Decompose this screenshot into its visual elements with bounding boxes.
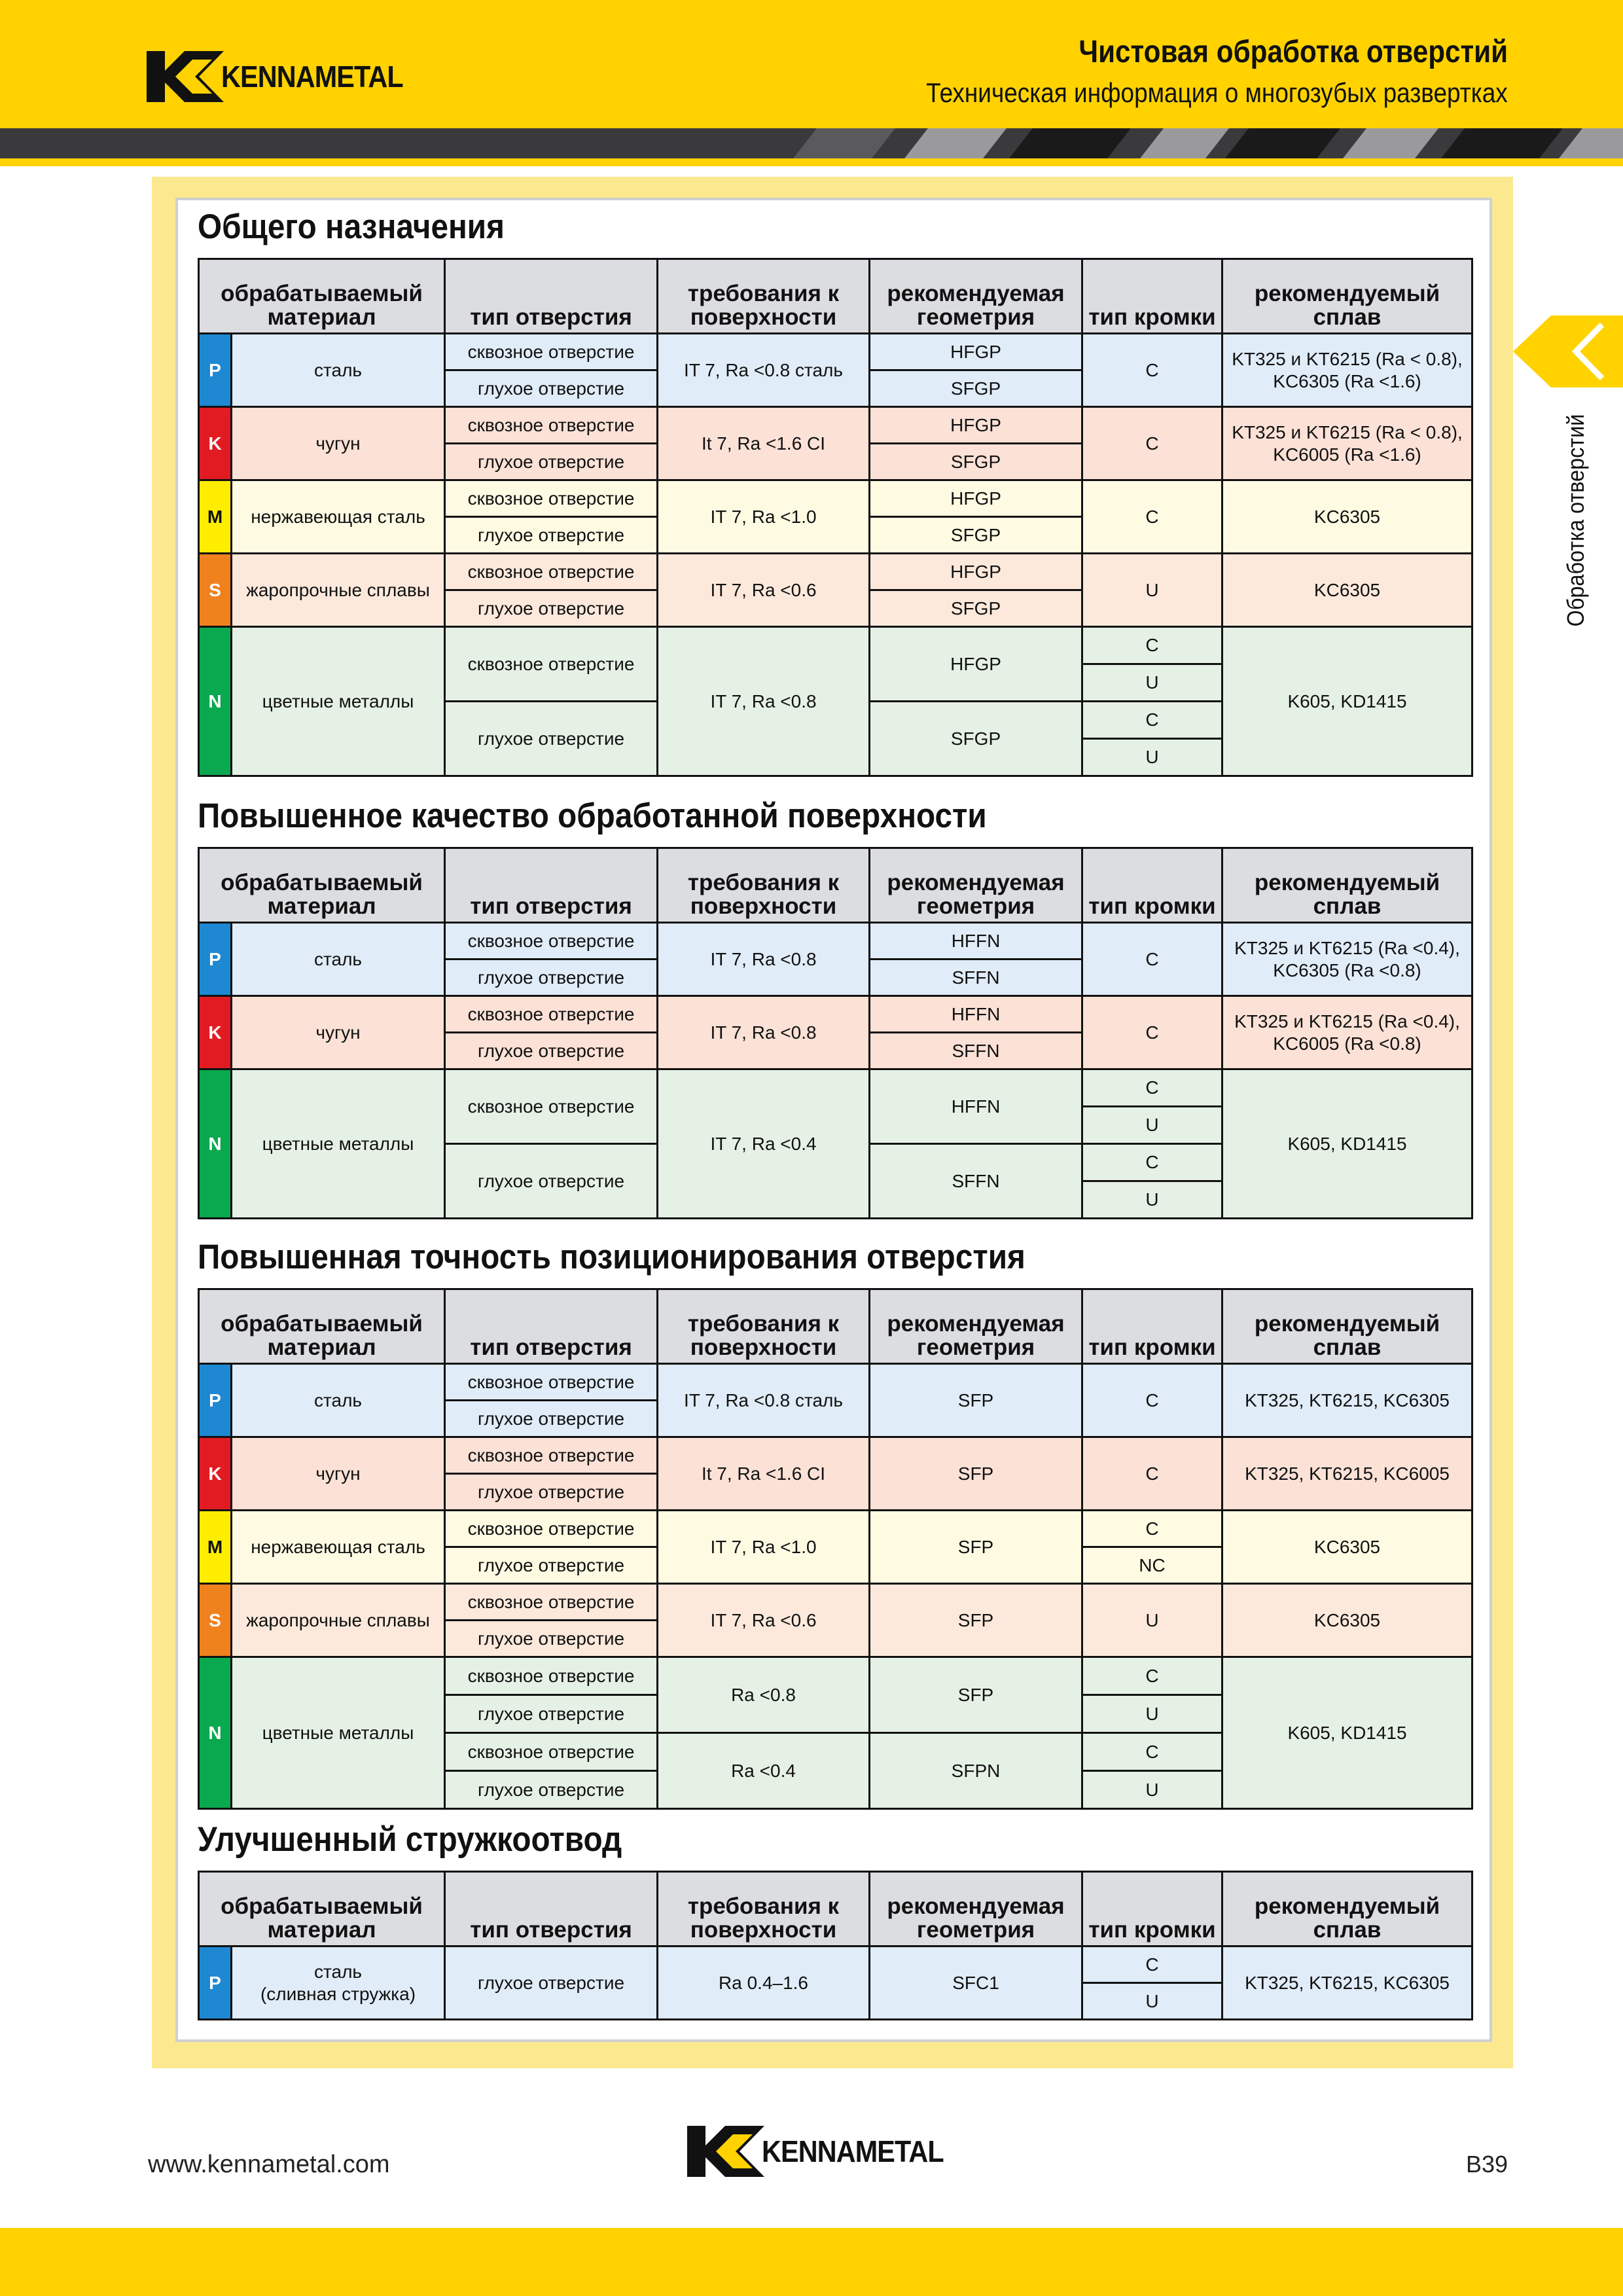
header-thin-line [0,158,1623,166]
hole-blind: глухое отверстие [445,1474,658,1511]
hole-blind: глухое отверстие [445,1547,658,1584]
section-title-surface-quality: Повышенное качество обработанной поверхности [198,797,987,835]
material-name [232,1946,445,2020]
edge-type: C [1082,1733,1222,1771]
col-geometry: рекомендуемая геометрия [870,259,1082,334]
material-letter: S [199,1584,232,1657]
hole-blind: глухое отверстие [445,960,658,996]
table-chip-evacuation [198,1871,1473,2020]
col-edge: тип кромки [1082,259,1222,334]
geometry: SFP [870,1657,1082,1733]
edge-type: C [1082,1511,1222,1547]
surface-req: Ra <0.4 [658,1733,870,1809]
surface-req: IT 7, Ra <0.8 [658,923,870,996]
table-row [199,407,1472,444]
geometry-blind: SFGP [870,517,1082,554]
material-name: цветные металлы [232,1069,445,1219]
edge-type: C [1082,1657,1222,1695]
edge-type: C [1082,1364,1222,1437]
material-name: сталь [232,923,445,996]
edge-type: C [1082,923,1222,996]
surface-req: IT 7, Ra <1.0 [658,1511,870,1584]
edge-type: NC [1082,1547,1222,1584]
geometry-through: HFFN [870,1069,1082,1144]
kennametal-logo [147,51,423,102]
surface-req: IT 7, Ra <0.4 [658,1069,870,1219]
surface-req: IT 7, Ra <1.0 [658,480,870,554]
material-letter: S [199,554,232,627]
footer-url[interactable]: www.kennametal.com [148,2151,390,2178]
surface-req: IT 7, Ra <0.8 сталь [658,1364,870,1437]
edge-type: C [1082,334,1222,407]
table-row [199,1584,1472,1621]
hole-blind: глухое отверстие [445,590,658,627]
table-row [199,1946,1472,1983]
hole-blind: глухое отверстие [445,1401,658,1437]
hole-blind: глухое отверстие [445,517,658,554]
edge-type: C [1082,480,1222,554]
brand-wordmark: KENNAMETAL [762,2134,944,2168]
material-name: чугун [232,407,445,480]
hole-blind: глухое отверстие [445,1144,658,1219]
hole-through: сквозное отверстие [445,334,658,370]
table-row [199,1511,1472,1547]
edge-type: C [1082,1144,1222,1181]
edge-type: C [1082,996,1222,1069]
material-name: сталь [232,1364,445,1437]
geometry-blind: SFGP [870,702,1082,776]
grade: KT325 и KT6215 (Ra < 0.8), KC6305 (Ra <1.6) [1222,334,1472,407]
table-row [199,480,1472,517]
geometry: SFP [870,1511,1082,1584]
material-name: нержавеющая сталь [232,480,445,554]
table-header [199,1872,1472,1946]
geometry-through: HFGP [870,407,1082,444]
col-edge: тип кромки [1082,848,1222,923]
surface-req: IT 7, Ra <0.8 [658,627,870,776]
side-tab-arrow [1513,315,1623,387]
geometry: SFP [870,1437,1082,1511]
hole-through: сквозное отверстие [445,480,658,517]
col-grade: рекомендуемый сплав [1222,1289,1472,1364]
hole-through: сквозное отверстие [445,407,658,444]
surface-req: It 7, Ra <1.6 CI [658,407,870,480]
geometry-blind: SFGP [870,444,1082,480]
col-grade: рекомендуемый сплав [1222,259,1472,334]
hole-blind: глухое отверстие [445,1946,658,2020]
grade: KC6305 [1222,1584,1472,1657]
material-name: жаропрочные сплавы [232,1584,445,1657]
col-geometry: рекомендуемая геометрия [870,848,1082,923]
material-name: чугун [232,996,445,1069]
geometry: SFC1 [870,1946,1082,2020]
grade: KT325 и KT6215 (Ra < 0.8), KC6005 (Ra <1.6) [1222,407,1472,480]
material-letter: K [199,996,232,1069]
grade: KC6305 [1222,1511,1472,1584]
edge-type: U [1082,739,1222,776]
table-row [199,1657,1472,1695]
edge-type: U [1082,1771,1222,1809]
surface-req: It 7, Ra <1.6 CI [658,1437,870,1511]
hole-through: сквозное отверстие [445,1364,658,1401]
edge-type: C [1082,1069,1222,1107]
edge-type: U [1082,1107,1222,1144]
col-surface: требования к поверхности [658,1289,870,1364]
table-row [199,996,1472,1033]
material-name: нержавеющая сталь [232,1511,445,1584]
edge-type: C [1082,1946,1222,1983]
hole-through: сквозное отверстие [445,1733,658,1771]
surface-req: Ra <0.8 [658,1657,870,1733]
grade: K605, KD1415 [1222,627,1472,776]
geometry-through: HFGP [870,480,1082,517]
hole-blind: глухое отверстие [445,370,658,407]
hole-blind: глухое отверстие [445,1621,658,1657]
page-subtitle: Техническая информация о многозубых развертках [926,77,1508,108]
col-hole-type: тип отверстия [445,1289,658,1364]
table-row [199,334,1472,370]
geometry-blind: SFFN [870,1144,1082,1219]
material-name: чугун [232,1437,445,1511]
col-grade: рекомендуемый сплав [1222,848,1472,923]
material-letter: M [199,1511,232,1584]
col-material: обрабатываемый материал [199,1872,445,1946]
material-letter: N [199,1657,232,1809]
brand-wordmark: KENNAMETAL [221,60,403,94]
material-letter: N [199,627,232,776]
footer-band [0,2228,1623,2296]
hole-blind: глухое отверстие [445,444,658,480]
material-letter: K [199,407,232,480]
hole-through: сквозное отверстие [445,1657,658,1695]
table-row [199,627,1472,664]
hole-blind: глухое отверстие [445,702,658,776]
hole-through: сквозное отверстие [445,923,658,960]
col-edge: тип кромки [1082,1289,1222,1364]
grade: KT325, KT6215, KC6305 [1222,1364,1472,1437]
grade: KT325, KT6215, KC6005 [1222,1437,1472,1511]
grade: KT325 и KT6215 (Ra <0.4), KC6305 (Ra <0.8) [1222,923,1472,996]
hole-through: сквозное отверстие [445,1584,658,1621]
col-hole-type: тип отверстия [445,848,658,923]
geometry-blind: SFFN [870,1033,1082,1069]
material-name: жаропрочные сплавы [232,554,445,627]
table-header [199,1289,1472,1364]
section-title-chip-evacuation: Улучшенный стружкоотвод [198,1820,622,1859]
hole-through: сквозное отверстие [445,996,658,1033]
geometry-blind: SFFN [870,960,1082,996]
surface-req: IT 7, Ra <0.6 [658,554,870,627]
footer-kennametal-logo [687,2126,964,2177]
table-row [199,1364,1472,1401]
material-letter: P [199,923,232,996]
material-name-line2: (сливная стружка) [260,1983,416,2004]
hole-through: сквозное отверстие [445,1511,658,1547]
material-letter: P [199,1946,232,2020]
col-surface: требования к поверхности [658,848,870,923]
grade: KC6305 [1222,480,1472,554]
hole-through: сквозное отверстие [445,1437,658,1474]
col-surface: требования к поверхности [658,1872,870,1946]
grade: K605, KD1415 [1222,1069,1472,1219]
col-material: обрабатываемый материал [199,848,445,923]
geometry-blind: SFGP [870,590,1082,627]
edge-type: C [1082,627,1222,664]
material-letter: P [199,334,232,407]
col-grade: рекомендуемый сплав [1222,1872,1472,1946]
material-letter: N [199,1069,232,1219]
edge-type: C [1082,407,1222,480]
material-name-line1: сталь [314,1962,363,1982]
edge-type: C [1082,1437,1222,1511]
edge-type: C [1082,702,1222,739]
kennametal-k-icon [687,2126,766,2177]
header-stripe [0,128,1623,158]
col-hole-type: тип отверстия [445,1872,658,1946]
hole-through: сквозное отверстие [445,1069,658,1144]
geometry-through: HFGP [870,334,1082,370]
hole-blind: глухое отверстие [445,1695,658,1733]
grade: KC6305 [1222,554,1472,627]
table-general [198,258,1473,777]
grade: KT325 и KT6215 (Ra <0.4), KC6005 (Ra <0.8) [1222,996,1472,1069]
edge-type: U [1082,1983,1222,2020]
col-geometry: рекомендуемая геометрия [870,1289,1082,1364]
col-material: обрабатываемый материал [199,259,445,334]
edge-type: U [1082,1181,1222,1219]
table-row [199,1069,1472,1107]
geometry: SFP [870,1364,1082,1437]
material-letter: K [199,1437,232,1511]
table-position-accuracy [198,1288,1473,1810]
surface-req: IT 7, Ra <0.8 сталь [658,334,870,407]
side-tab-label: Обработка отверстий [1562,414,1589,627]
table-surface-quality [198,847,1473,1219]
surface-req: IT 7, Ra <0.8 [658,996,870,1069]
hole-blind: глухое отверстие [445,1033,658,1069]
col-edge: тип кромки [1082,1872,1222,1946]
col-hole-type: тип отверстия [445,259,658,334]
surface-req: Ra 0.4–1.6 [658,1946,870,2020]
edge-type: U [1082,1695,1222,1733]
page-number: B39 [1465,2151,1508,2178]
grade: K605, KD1415 [1222,1657,1472,1809]
hole-through: сквозное отверстие [445,627,658,702]
geometry-blind: SFGP [870,370,1082,407]
table-row [199,1437,1472,1474]
edge-type: U [1082,554,1222,627]
material-name: цветные металлы [232,627,445,776]
geometry: SFP [870,1584,1082,1657]
edge-type: U [1082,664,1222,702]
surface-req: IT 7, Ra <0.6 [658,1584,870,1657]
section-title-general: Общего назначения [198,207,505,246]
kennametal-k-icon [147,51,225,102]
edge-type: U [1082,1584,1222,1657]
table-header [199,848,1472,923]
geometry-through: HFFN [870,923,1082,960]
hole-blind: глухое отверстие [445,1771,658,1809]
geometry-through: HFGP [870,627,1082,702]
geometry: SFPN [870,1733,1082,1809]
table-header [199,259,1472,334]
section-title-position-accuracy: Повышенная точность позиционирования отверстия [198,1238,1026,1276]
hole-through: сквозное отверстие [445,554,658,590]
material-letter: P [199,1364,232,1437]
geometry-through: HFGP [870,554,1082,590]
table-row [199,923,1472,960]
col-geometry: рекомендуемая геометрия [870,1872,1082,1946]
table-row [199,554,1472,590]
material-name: цветные металлы [232,1657,445,1809]
col-surface: требования к поверхности [658,259,870,334]
material-name: сталь [232,334,445,407]
col-material: обрабатываемый материал [199,1289,445,1364]
material-letter: M [199,480,232,554]
grade: KT325, KT6215, KC6305 [1222,1946,1472,2020]
geometry-through: HFFN [870,996,1082,1033]
page-title: Чистовая обработка отверстий [1079,35,1508,69]
